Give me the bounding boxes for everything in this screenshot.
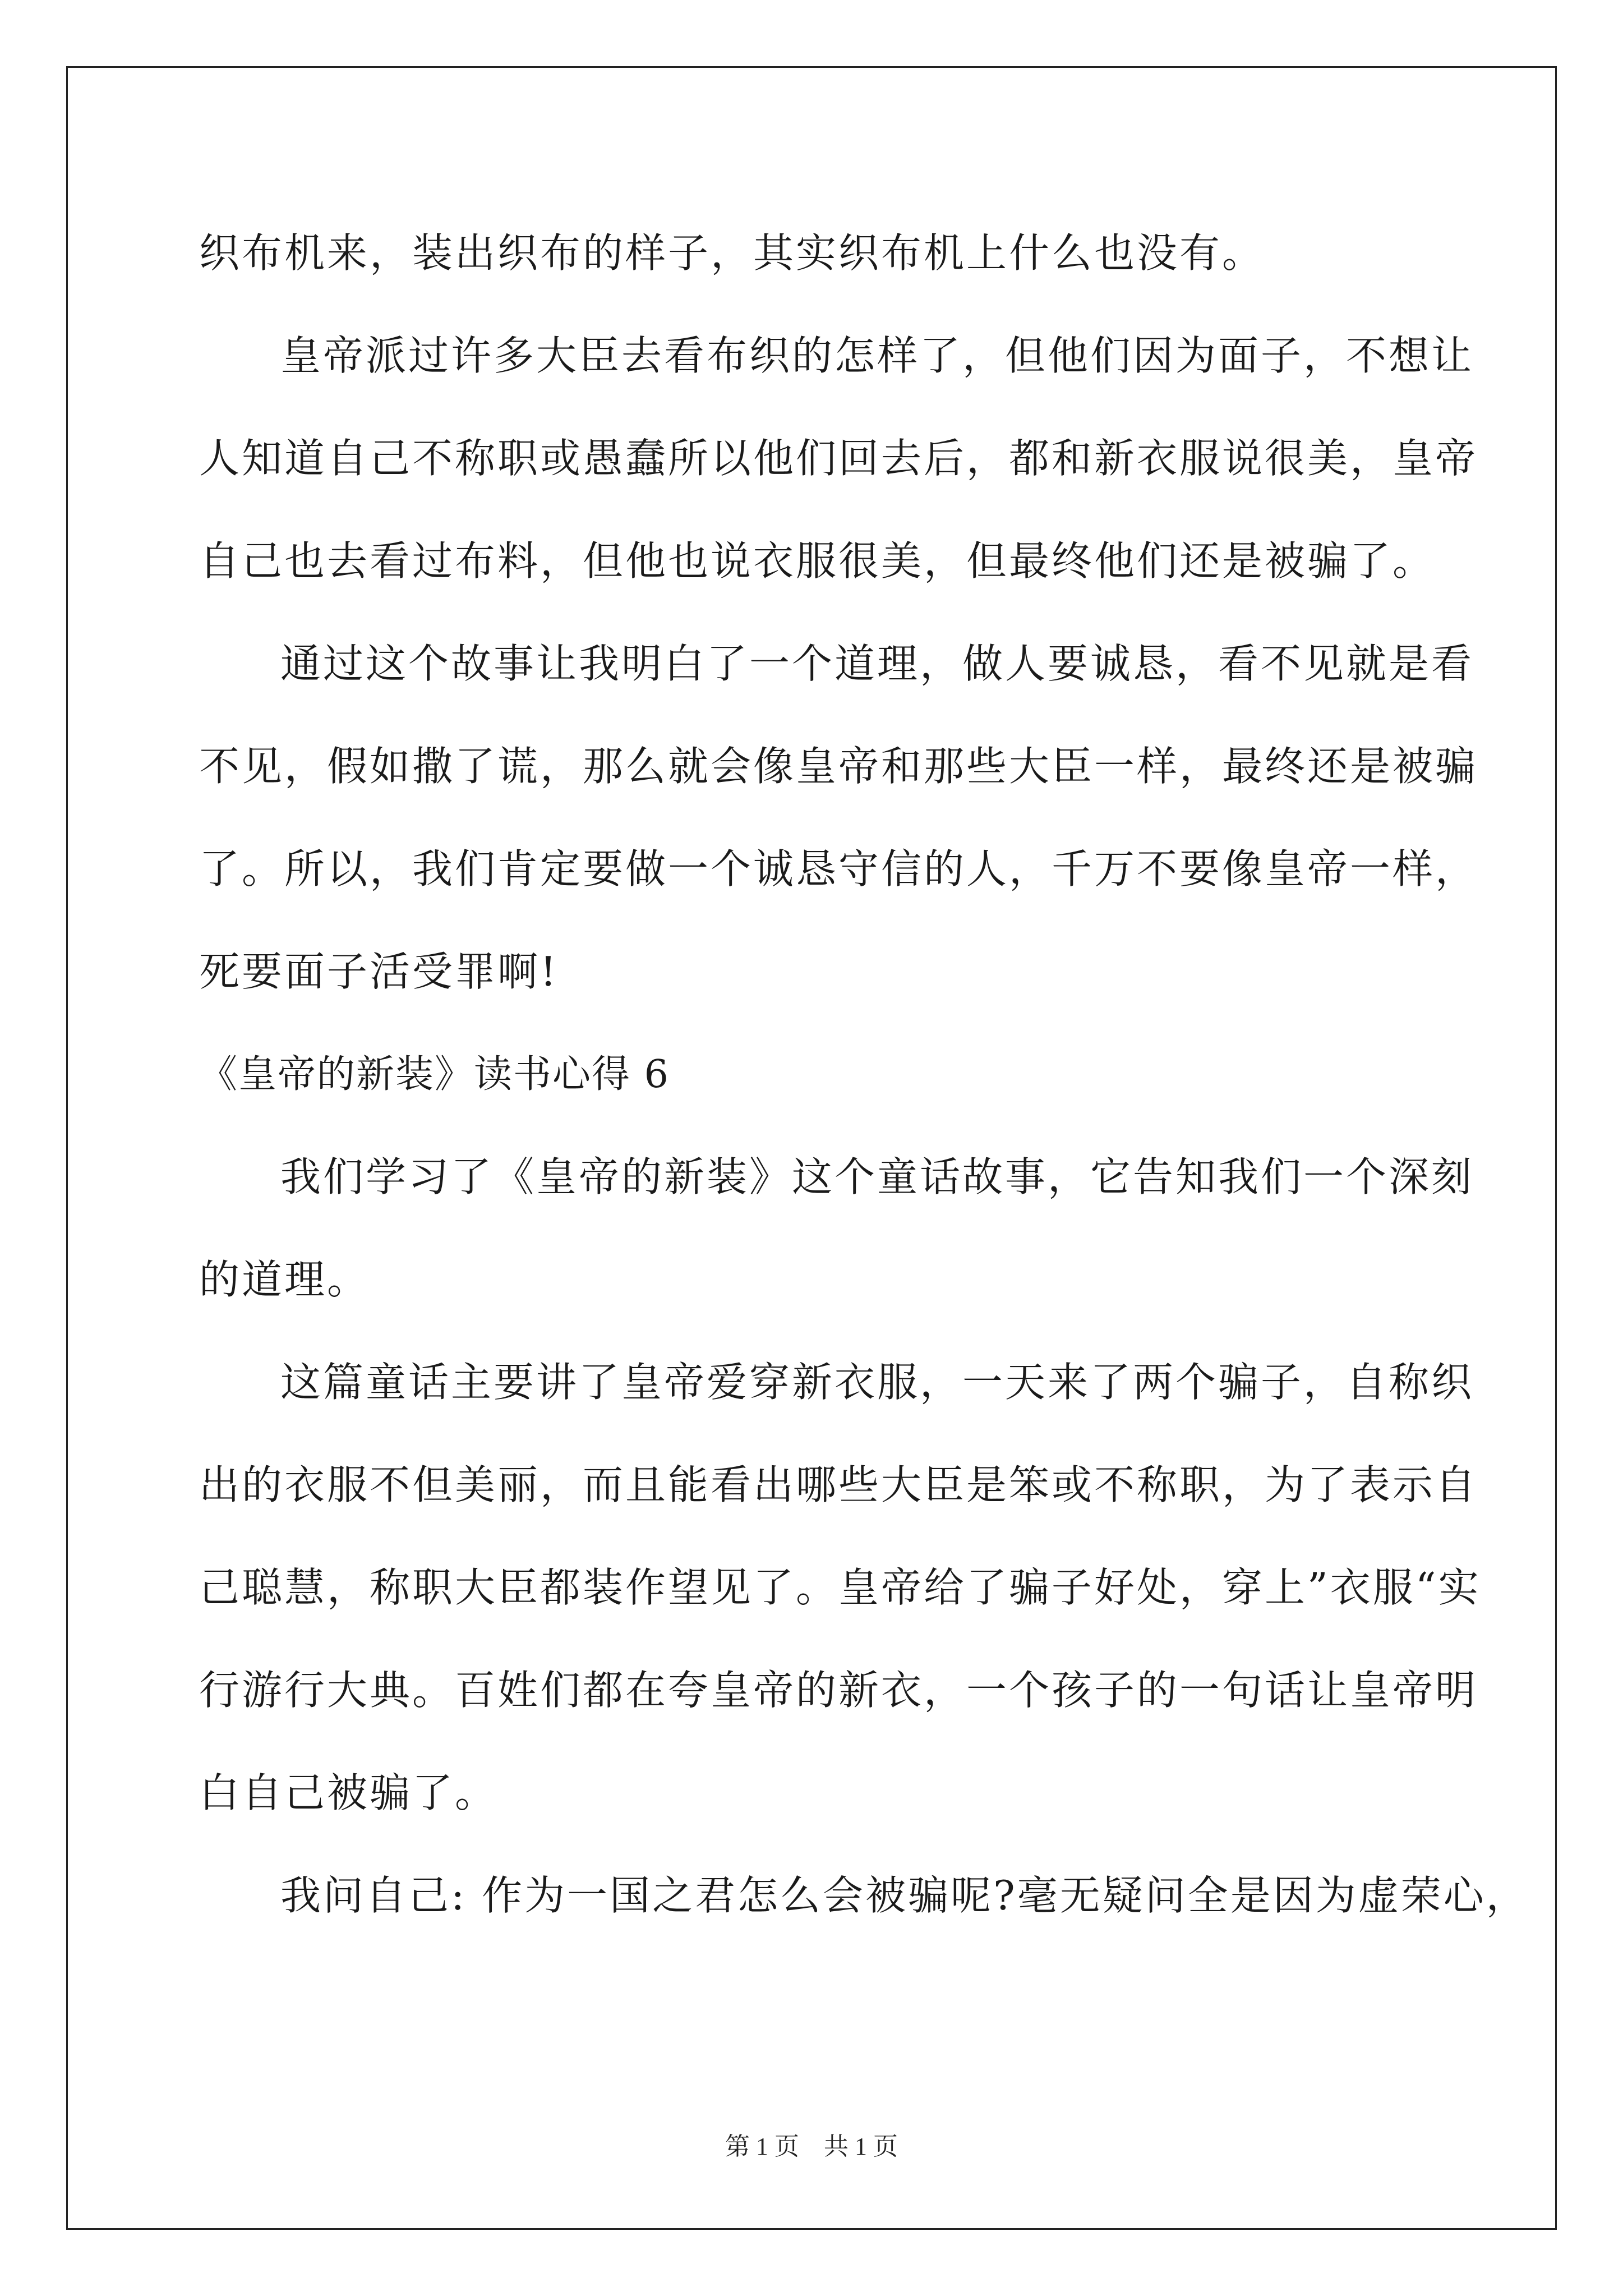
paragraph-line: 己聪慧，称职大臣都装作望见了。皇帝给了骗子好处，穿上”衣服“实 bbox=[199, 1564, 1481, 1611]
paragraph-line: 我们学习了《皇帝的新装》这个童话故事，它告知我们一个深刻 bbox=[280, 1153, 1474, 1200]
paragraph-line: 我问自己: 作为一国之君怎么会被骗呢?毫无疑问全是因为虚荣心， bbox=[280, 1872, 1529, 1919]
paragraph-line: 行游行大典。百姓们都在夸皇帝的新衣，一个孩子的一句话让皇帝明 bbox=[199, 1667, 1478, 1714]
paragraph-line: 白自己被骗了。 bbox=[199, 1769, 498, 1816]
paragraph-line: 皇帝派过许多大臣去看布织的怎样了，但他们因为面子，不想让 bbox=[280, 332, 1474, 379]
page-number-footer: 第 1 页 共 1 页 bbox=[725, 2133, 898, 2160]
paragraph-line: 织布机来，装出织布的样子，其实织布机上什么也没有。 bbox=[199, 229, 1265, 277]
paragraph-line: 死要面子活受罪啊! bbox=[199, 948, 559, 995]
paragraph-line: 人知道自己不称职或愚蠢所以他们回去后，都和新衣服说很美，皇帝 bbox=[199, 435, 1478, 482]
paragraph-line: 出的衣服不但美丽，而且能看出哪些大臣是笨或不称职，为了表示自 bbox=[199, 1461, 1478, 1508]
paragraph-line: 这篇童话主要讲了皇帝爱穿新衣服，一天来了两个骗子，自称织 bbox=[280, 1359, 1474, 1406]
paragraph-line: 自己也去看过布料，但他也说衣服很美，但最终他们还是被骗了。 bbox=[199, 537, 1436, 585]
paragraph-line: 不见，假如撒了谎，那么就会像皇帝和那些大臣一样，最终还是被骗 bbox=[199, 743, 1478, 790]
document-body bbox=[199, 202, 1529, 1947]
paragraph-line: 了。所以，我们肯定要做一个诚恳守信的人，千万不要像皇帝一样， bbox=[199, 845, 1478, 892]
section-heading: 《皇帝的新装》读书心得 6 bbox=[199, 1052, 670, 1097]
paragraph-line: 通过这个故事让我明白了一个道理，做人要诚恳，看不见就是看 bbox=[280, 640, 1474, 687]
paragraph-line: 的道理。 bbox=[199, 1256, 370, 1303]
